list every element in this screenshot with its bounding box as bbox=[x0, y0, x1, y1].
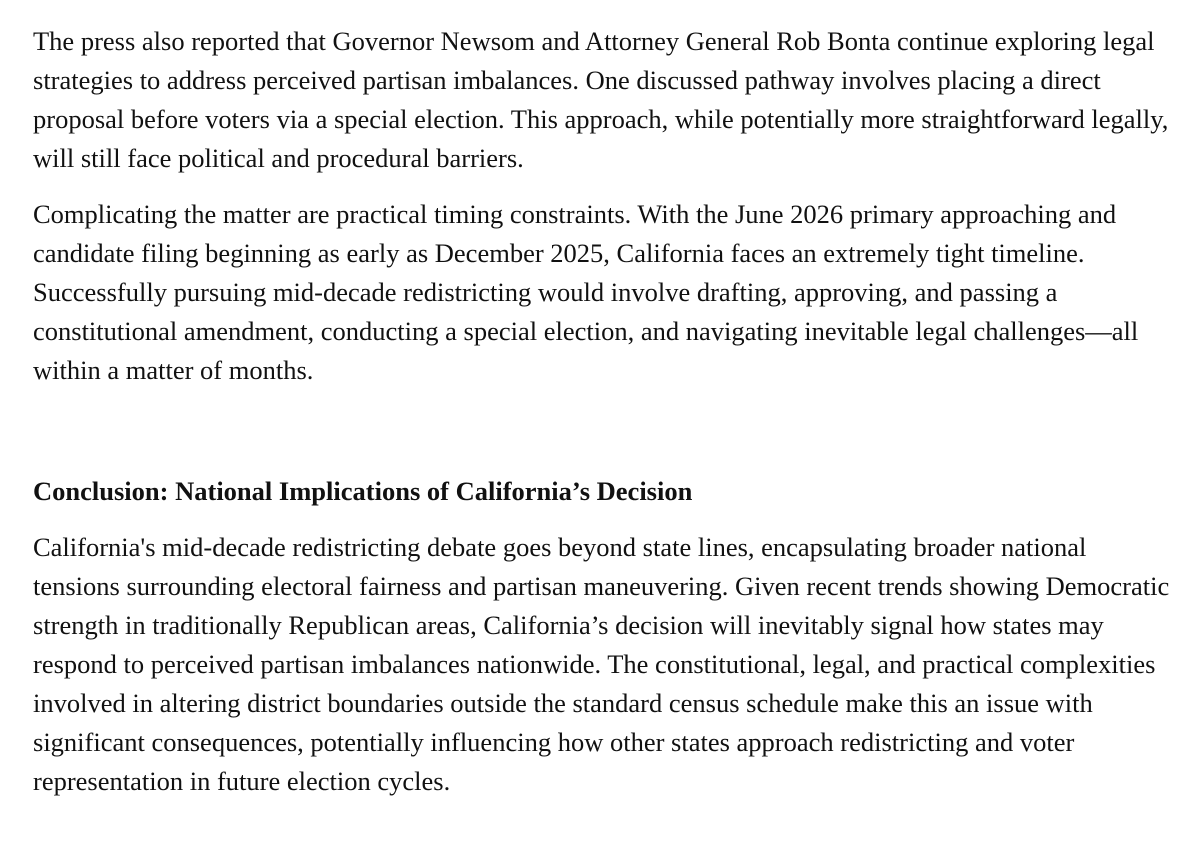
paragraph-conclusion: California's mid-decade redistricting debate goes beyond state lines, encapsulating broader national tensions surrounding electoral fairness and partisan maneuvering. Given recent trends showing Democratic strength in traditionally Republican areas, California’s decision will inevitably signal how states may respond to perceived partisan imbalances nationwide. The constitutional, legal, and practical complexities involved in altering district boundaries outside the standard census schedule make this an issue with significant consequences, potentially influencing how other states approach redistricting and voter representation in future election cycles. bbox=[33, 532, 1170, 796]
article-body bbox=[33, 22, 1173, 801]
paragraph-timing-constraints: Complicating the matter are practical timing constraints. With the June 2026 primary approaching and candidate filing beginning as early as December 2025, California faces an extremely tight timeline. Successfully pursuing mid-decade redistricting would involve drafting, approving, and passing a constitutional amendment, conducting a special election, and navigating inevitable legal challenges—all within a matter of months. bbox=[33, 199, 1139, 385]
paragraph-legal-strategies: The press also reported that Governor Newsom and Attorney General Rob Bonta continue exploring legal strategies to address perceived partisan imbalances. One discussed pathway involves placing a direct proposal before voters via a special election. This approach, while potentially more straightforward legally, will still face political and procedural barriers. bbox=[33, 26, 1169, 173]
section-heading-conclusion: Conclusion: National Implications of California’s Decision bbox=[33, 476, 693, 506]
